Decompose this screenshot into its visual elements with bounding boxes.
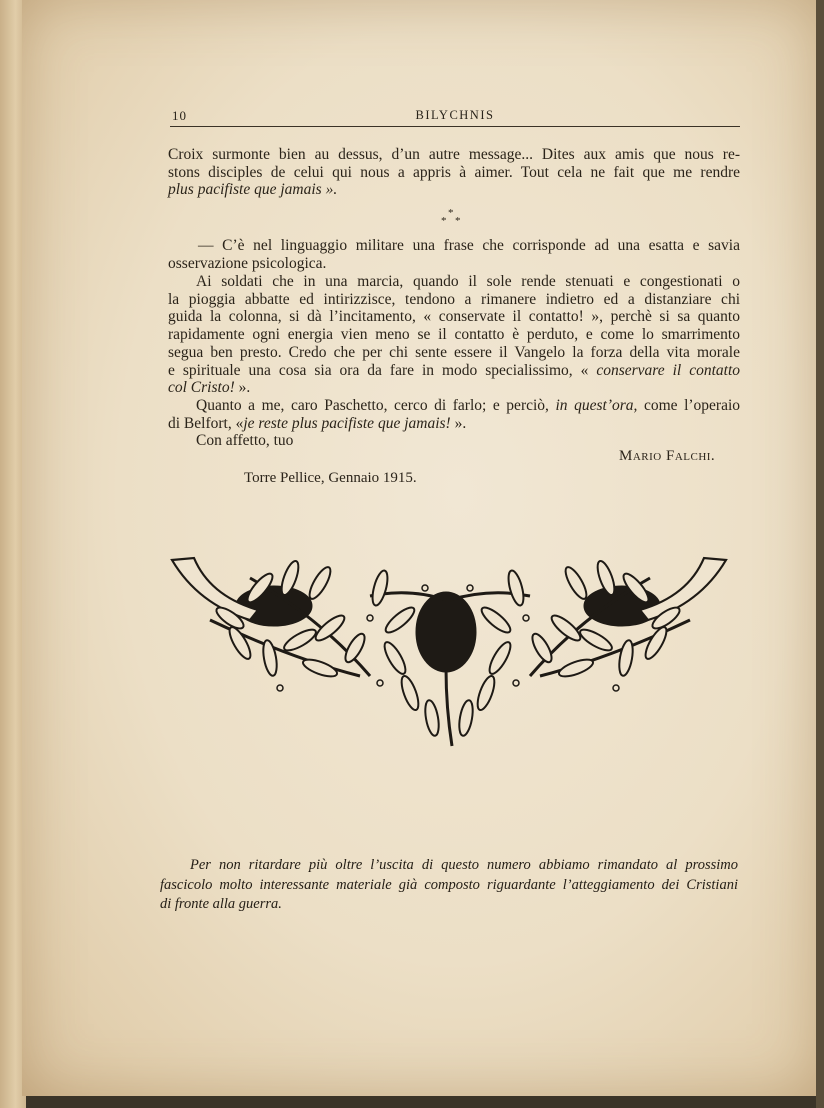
paragraph bbox=[168, 397, 740, 450]
text-segment: come l’operaio bbox=[637, 397, 741, 414]
text-line: Ai soldati che in una marcia, quando il sole rende stenuati e congestionati o bbox=[196, 273, 740, 290]
asterisk: * bbox=[441, 215, 447, 227]
page-edge-right bbox=[816, 0, 824, 1108]
left-horn bbox=[172, 558, 258, 620]
text-line: rapidamente ogni energia vien meno se il contatto è perduto, e come lo smarrimento bbox=[168, 326, 740, 344]
text-line bbox=[168, 397, 740, 415]
text-line bbox=[168, 181, 740, 199]
running-header bbox=[170, 106, 740, 127]
text-line bbox=[168, 362, 740, 380]
text-line bbox=[168, 379, 740, 397]
asterisk: * bbox=[455, 215, 461, 227]
text-line: stons disciples de celui qui nous a appris à aimer. Tout cela ne fait que me rendre bbox=[168, 163, 740, 181]
text-segment: di Belfort, « bbox=[168, 414, 244, 432]
laurel-ornament bbox=[170, 548, 730, 753]
page-number: 10 bbox=[172, 108, 187, 123]
editorial-note bbox=[160, 856, 738, 915]
italic-text: plus pacifiste que jamais ». bbox=[168, 181, 338, 199]
text-line: osservazione psicologica. bbox=[168, 255, 327, 272]
paragraph-end bbox=[168, 255, 740, 273]
text-line: segua ben presto. Credo che per chi sente essere il Vangelo la forza della vita morale bbox=[168, 343, 740, 361]
note-line: di fronte alla guerra. bbox=[160, 896, 282, 912]
center-stem bbox=[446, 668, 452, 746]
paragraph-french bbox=[168, 146, 740, 199]
text-segment: ». bbox=[450, 414, 467, 432]
italic-text: in quest’ora, bbox=[555, 397, 638, 414]
place-date: Torre Pellice, Gennaio 1915. bbox=[244, 470, 417, 486]
text-segment: ». bbox=[234, 379, 251, 397]
central-oval bbox=[416, 592, 476, 672]
journal-title: BILYCHNIS bbox=[415, 108, 495, 122]
signature: Mario Falchi. bbox=[619, 448, 716, 464]
italic-text: conservare il contatto bbox=[596, 361, 741, 379]
text-line: la pioggia abbatte ed intirizzisce, tendono a rimanere indietro ed a distanziare chi bbox=[168, 290, 740, 308]
text-segment: e spirituale una cosa sia ora da fare in modo specialissimo, « bbox=[168, 361, 589, 379]
asterism bbox=[438, 207, 468, 227]
right-horn bbox=[640, 558, 726, 620]
asterisk: * bbox=[448, 207, 454, 219]
text-line: Croix surmonte bien au dessus, d’un autre message... Dites aux amis que nous re- bbox=[168, 146, 740, 163]
text-line bbox=[168, 415, 740, 433]
italic-text: je reste plus pacifiste que jamais! bbox=[243, 414, 451, 432]
note-line: Per non ritardare più oltre l’uscita di questo numero abbiamo rimandato al prossimo bbox=[190, 857, 738, 873]
note-line: fascicolo molto interessante materiale già composto riguardante l’atteggiamento dei Cristiani bbox=[160, 876, 738, 893]
paragraph bbox=[168, 237, 740, 255]
closing-line: Con affetto, tuo bbox=[196, 432, 294, 450]
text-line: guida la colonna, si dà l’incitamento, « conservate il contatto! », perchè si sa quanto bbox=[168, 308, 740, 326]
text-segment: Quanto a me, caro Paschetto, cerco di farlo; e perciò, bbox=[196, 397, 549, 414]
text-line: — C’è nel linguaggio militare una frase che corrisponde ad una esatta e savia bbox=[198, 237, 740, 254]
paragraph bbox=[168, 273, 740, 397]
italic-text: col Cristo! bbox=[168, 379, 235, 397]
